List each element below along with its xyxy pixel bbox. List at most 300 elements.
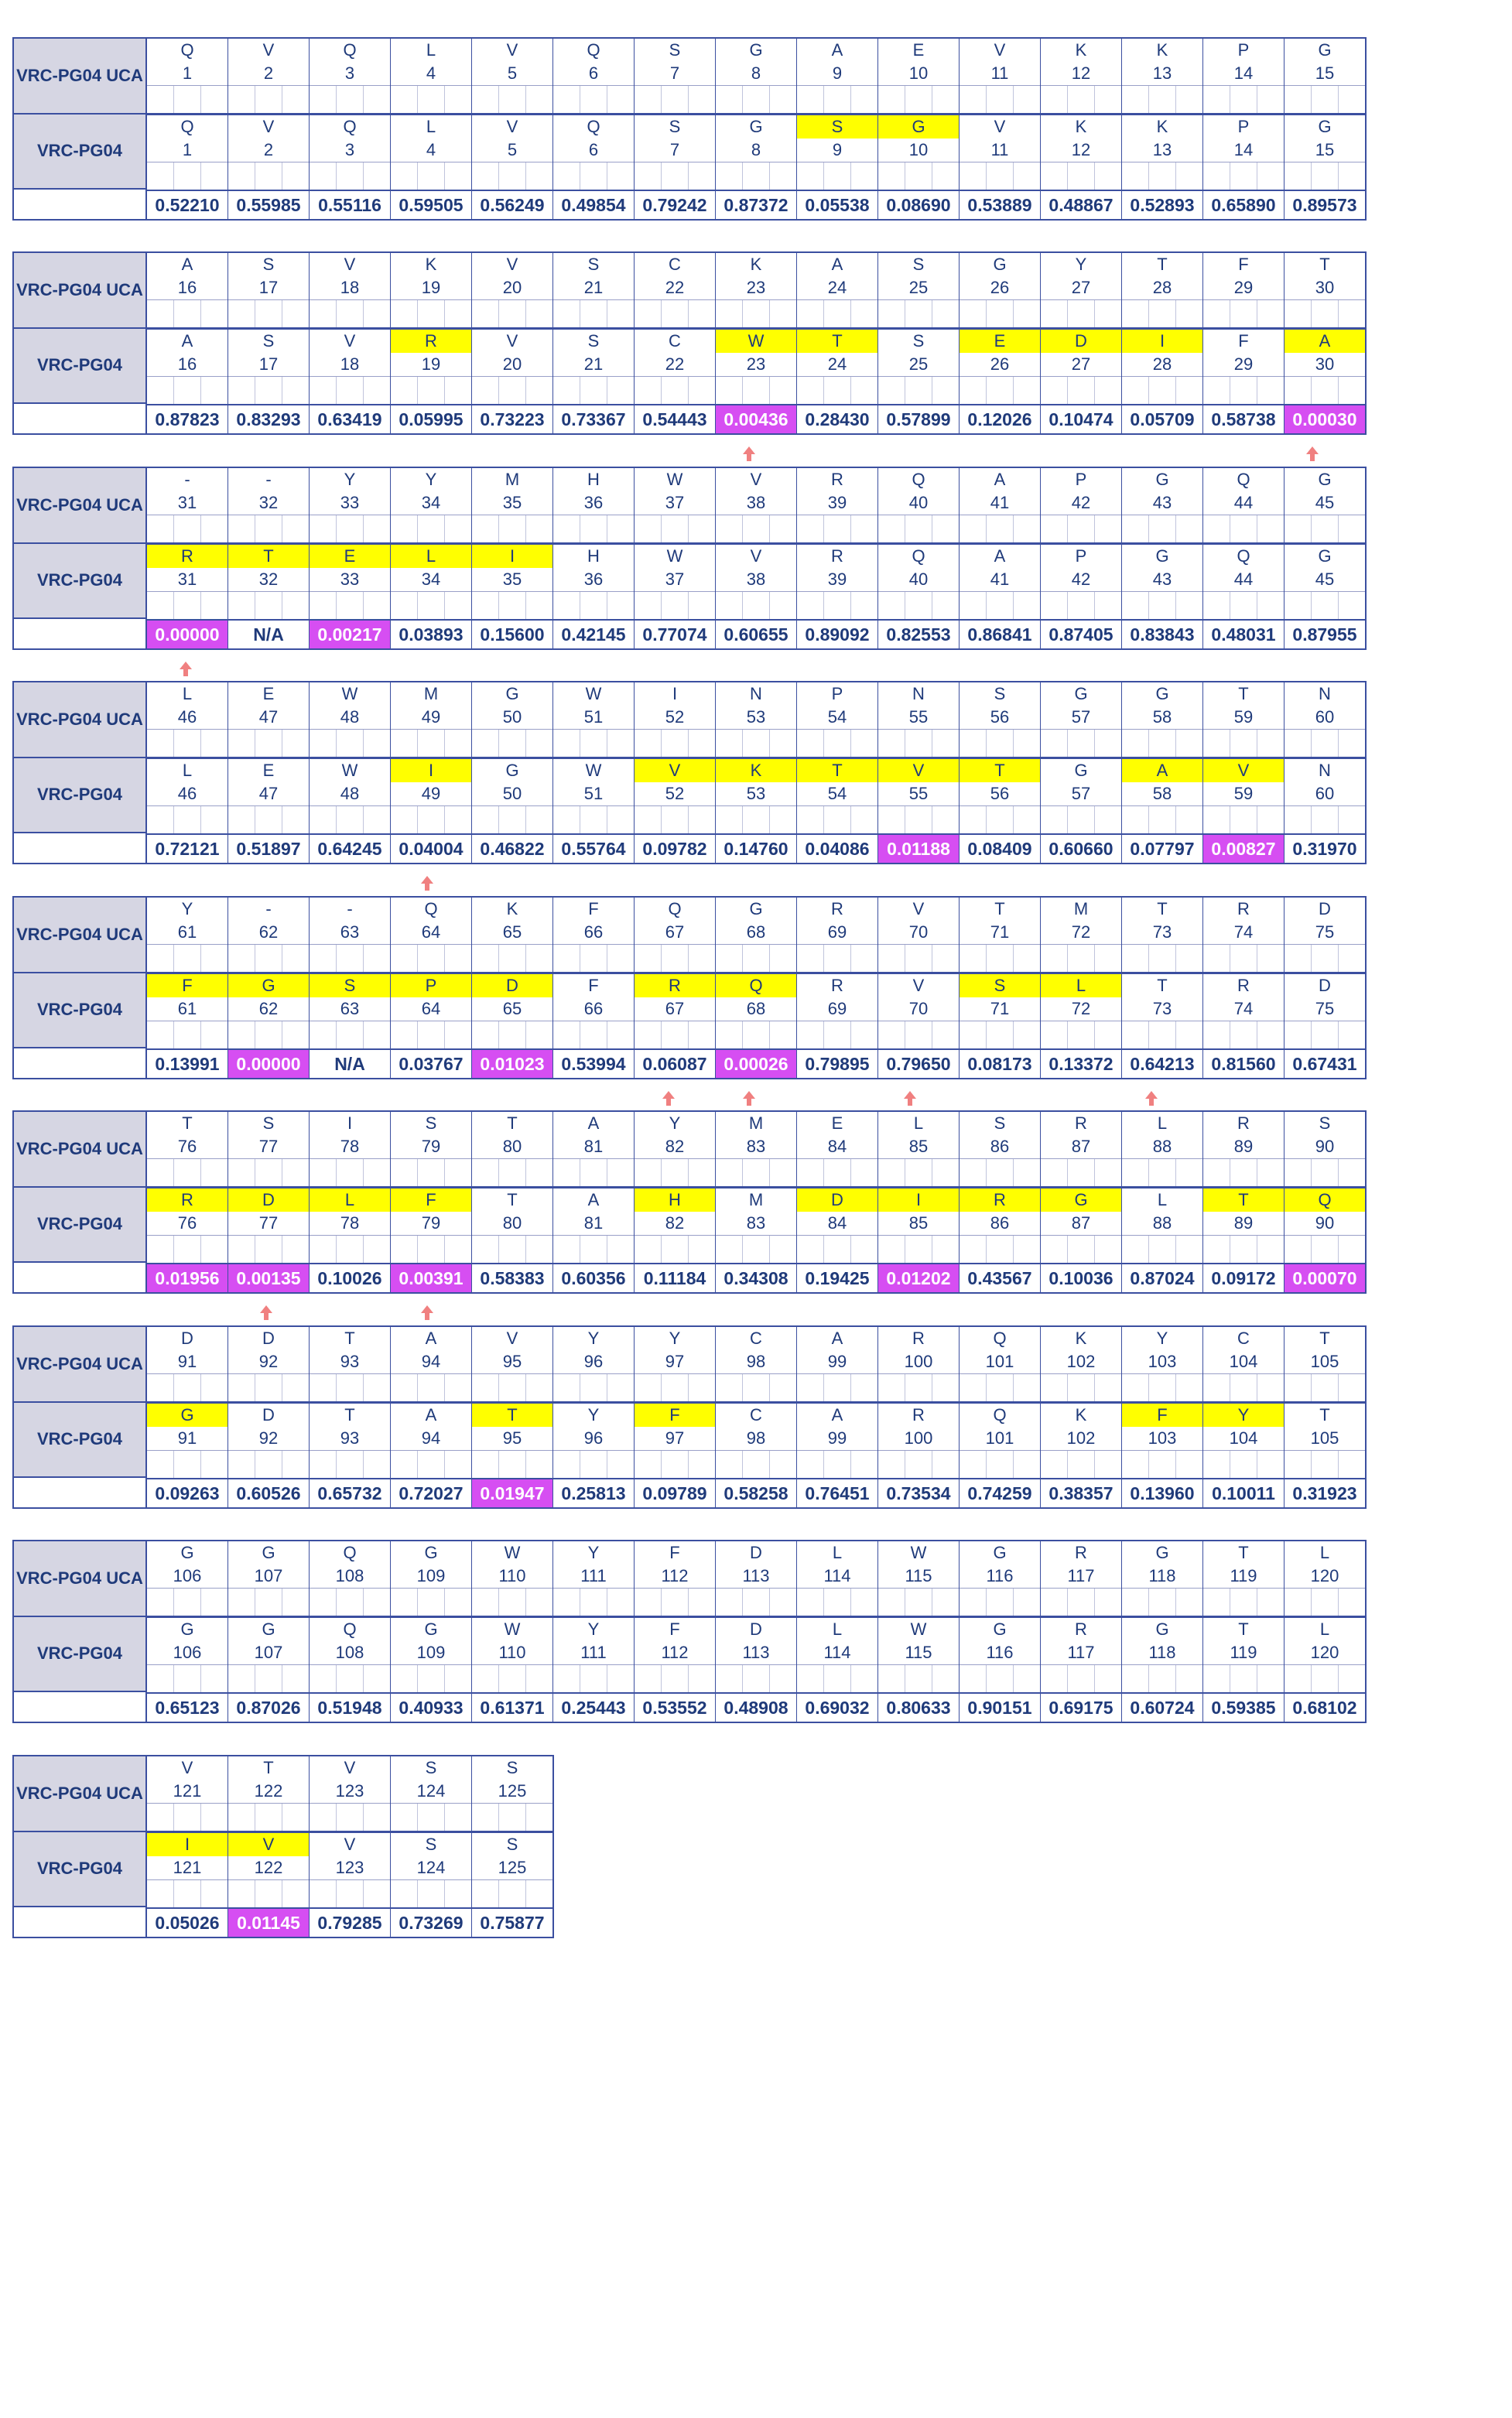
uca-position: 91 <box>177 1352 197 1371</box>
uca-position: 86 <box>990 1137 1010 1156</box>
position-column <box>716 253 797 433</box>
codon-cells <box>716 85 796 114</box>
uca-position: 76 <box>177 1137 197 1156</box>
nucleotide-cell <box>1176 592 1202 619</box>
position-column <box>1122 1327 1203 1507</box>
nucleotide-cell <box>878 86 905 113</box>
codon-cells <box>716 944 796 973</box>
nucleotide-cell <box>364 1804 390 1831</box>
nucleotide-cell <box>607 1236 634 1263</box>
nucleotide-cell <box>1257 1021 1284 1048</box>
nucleotide-cell <box>391 377 418 404</box>
nucleotide-cell <box>1014 1159 1040 1186</box>
nucleotide-cell <box>310 86 337 113</box>
position-column <box>635 1541 716 1722</box>
selection-score: 0.90151 <box>960 1692 1040 1722</box>
mature-residue: K <box>1156 117 1168 136</box>
nucleotide-cell <box>716 162 743 190</box>
nucleotide-cell <box>689 1665 715 1692</box>
uca-position: 74 <box>1233 922 1254 942</box>
nucleotide-cell <box>1176 162 1202 190</box>
nucleotide-cell <box>174 377 201 404</box>
nucleotide-cell <box>716 1159 743 1186</box>
nucleotide-cell <box>337 1374 364 1401</box>
nucleotide-cell <box>797 1236 824 1263</box>
nucleotide-cell <box>824 1665 851 1692</box>
nucleotide-cell <box>282 515 309 542</box>
uca-residue: G <box>424 1543 438 1562</box>
mature-residue: Q <box>1285 1188 1365 1212</box>
codon-cells <box>797 376 877 404</box>
uca-residue: Y <box>425 470 437 489</box>
codon-cells <box>1122 85 1202 114</box>
uca-residue: Y <box>181 899 193 918</box>
nucleotide-cell <box>797 592 824 619</box>
nucleotide-cell <box>310 515 337 542</box>
nucleotide-cell <box>1041 162 1068 190</box>
mature-residue: G <box>180 1619 194 1639</box>
codon-cells <box>1041 1021 1121 1048</box>
mature-position: 107 <box>254 1643 283 1662</box>
nucleotide-cell <box>770 162 796 190</box>
codon-cells <box>797 591 877 619</box>
uca-residue: S <box>994 1113 1006 1133</box>
nucleotide-cell <box>1176 1159 1202 1186</box>
selection-score: 0.03767 <box>391 1048 471 1078</box>
nucleotide-cell <box>1068 1665 1095 1692</box>
nucleotide-cell <box>960 1159 987 1186</box>
mature-position: 30 <box>1315 354 1335 374</box>
position-column <box>1203 253 1285 433</box>
uca-position: 49 <box>421 707 441 727</box>
selection-score: 0.58738 <box>1203 404 1284 433</box>
nucleotide-cell <box>553 1665 580 1692</box>
mature-residue: A <box>181 331 193 351</box>
nucleotide-cell <box>1339 162 1365 190</box>
nucleotide-cell <box>1176 1021 1202 1048</box>
nucleotide-cell <box>1014 1589 1040 1616</box>
mature-residue: S <box>669 117 681 136</box>
nucleotide-cell <box>1014 162 1040 190</box>
nucleotide-cell <box>255 515 282 542</box>
codon-cells <box>1122 729 1202 758</box>
nucleotide-cell <box>499 945 526 972</box>
uca-position: 89 <box>1233 1137 1254 1156</box>
codon-cells <box>635 944 715 973</box>
mature-residue: R <box>391 330 471 353</box>
nucleotide-cell <box>1176 1374 1202 1401</box>
nucleotide-cell <box>445 1589 471 1616</box>
position-column <box>147 1756 228 1937</box>
position-column <box>310 1327 391 1507</box>
nucleotide-cell <box>1176 1236 1202 1263</box>
nucleotide-cell <box>824 1589 851 1616</box>
nucleotide-cell <box>580 1589 607 1616</box>
codon-cells <box>960 1588 1040 1616</box>
codon-cells <box>391 299 471 328</box>
nucleotide-cell <box>391 300 418 327</box>
uca-position: 117 <box>1067 1566 1095 1585</box>
nucleotide-cell <box>499 1374 526 1401</box>
nucleotide-cell <box>689 1589 715 1616</box>
nucleotide-cell <box>1285 1665 1312 1692</box>
position-column <box>797 898 878 1078</box>
mature-residue: W <box>910 1619 927 1639</box>
position-column <box>878 1327 960 1507</box>
mature-position: 82 <box>665 1213 685 1233</box>
nucleotide-cell <box>364 806 390 833</box>
position-column <box>1285 468 1365 648</box>
mature-residue: G <box>1074 761 1088 780</box>
position-column <box>553 682 635 863</box>
nucleotide-cell <box>824 1236 851 1263</box>
nucleotide-cell <box>1285 592 1312 619</box>
codon-cells <box>391 1450 471 1478</box>
selection-score: 0.13372 <box>1041 1048 1121 1078</box>
nucleotide-cell <box>364 945 390 972</box>
uca-residue: T <box>1238 1543 1249 1562</box>
nucleotide-cell <box>1285 1374 1312 1401</box>
position-column <box>635 39 716 219</box>
nucleotide-cell <box>1041 1159 1068 1186</box>
uca-label: VRC-PG04 UCA <box>14 39 145 115</box>
nucleotide-cell <box>1014 730 1040 757</box>
uca-position: 77 <box>258 1137 279 1156</box>
position-column <box>797 1327 878 1507</box>
nucleotide-cell <box>337 1804 364 1831</box>
nucleotide-cell <box>1176 86 1202 113</box>
nucleotide-cell <box>553 377 580 404</box>
mature-position: 80 <box>502 1213 522 1233</box>
nucleotide-cell <box>932 377 959 404</box>
mature-position: 26 <box>990 354 1010 374</box>
position-column <box>310 468 391 648</box>
codon-cells <box>1122 1235 1202 1263</box>
nucleotide-cell <box>987 592 1014 619</box>
nucleotide-cell <box>364 1880 390 1907</box>
nucleotide-cell <box>662 1665 689 1692</box>
nucleotide-cell <box>147 86 174 113</box>
mature-position: 69 <box>827 999 847 1018</box>
nucleotide-cell <box>472 86 499 113</box>
nucleotide-cell <box>445 162 471 190</box>
nucleotide-cell <box>1095 945 1121 972</box>
uca-residue: S <box>587 255 600 274</box>
nucleotide-cell <box>851 730 877 757</box>
codon-cells <box>553 162 634 190</box>
uca-position: 25 <box>908 278 929 297</box>
codon-cells <box>878 944 959 973</box>
nucleotide-cell <box>770 945 796 972</box>
nucleotide-cell <box>960 377 987 404</box>
nucleotide-cell <box>526 1159 552 1186</box>
nucleotide-cell <box>1203 1451 1230 1478</box>
nucleotide-cell <box>201 1451 227 1478</box>
nucleotide-cell <box>147 1880 174 1907</box>
uca-position: 85 <box>908 1137 929 1156</box>
uca-residue: V <box>181 1758 193 1777</box>
mature-residue: E <box>310 545 390 568</box>
nucleotide-cell <box>1122 1236 1149 1263</box>
nucleotide-cell <box>255 1159 282 1186</box>
nucleotide-cell <box>391 1665 418 1692</box>
nucleotide-cell <box>1339 1665 1365 1692</box>
codon-cells <box>716 591 796 619</box>
uca-residue: G <box>1155 1543 1169 1562</box>
uca-position: 47 <box>258 707 279 727</box>
mature-residue: S <box>506 1835 518 1854</box>
uca-position: 34 <box>421 493 441 512</box>
mature-residue: V <box>344 1835 356 1854</box>
alignment-block <box>12 896 1367 1079</box>
nucleotide-cell <box>1041 515 1068 542</box>
nucleotide-cell <box>445 1451 471 1478</box>
codon-cells <box>553 805 634 833</box>
nucleotide-cell <box>282 1021 309 1048</box>
nucleotide-cell <box>905 1021 932 1048</box>
mature-position: 9 <box>832 140 843 159</box>
uca-position: 97 <box>665 1352 685 1371</box>
selection-score: N/A <box>310 1048 390 1078</box>
mature-position: 24 <box>827 354 847 374</box>
nucleotide-cell <box>580 945 607 972</box>
nucleotide-cell <box>607 162 634 190</box>
uca-position: 51 <box>583 707 604 727</box>
nucleotide-cell <box>1285 86 1312 113</box>
nucleotide-cell <box>1285 515 1312 542</box>
mature-residue: V <box>635 759 715 782</box>
mature-residue: Y <box>1203 1404 1284 1427</box>
mature-residue: S <box>797 115 877 139</box>
codon-cells <box>635 591 715 619</box>
sequence-labels <box>14 253 147 433</box>
uca-residue: C <box>669 255 681 274</box>
mature-residue: V <box>750 546 762 566</box>
uca-position: 64 <box>421 922 441 942</box>
nucleotide-cell <box>472 300 499 327</box>
mature-residue: A <box>831 1405 843 1424</box>
selection-score: 0.10026 <box>310 1263 390 1292</box>
nucleotide-cell <box>1014 300 1040 327</box>
nucleotide-cell <box>770 1589 796 1616</box>
codon-cells <box>472 1450 552 1478</box>
uca-position: 99 <box>827 1352 847 1371</box>
uca-residue: Q <box>424 899 438 918</box>
nucleotide-cell <box>689 86 715 113</box>
codon-cells <box>228 1803 309 1831</box>
nucleotide-cell <box>1230 806 1257 833</box>
nucleotide-cell <box>174 1159 201 1186</box>
nucleotide-cell <box>689 377 715 404</box>
uca-position: 9 <box>832 63 843 83</box>
mature-position: 32 <box>258 569 279 589</box>
codon-cells <box>310 591 390 619</box>
mature-residue: L <box>426 117 436 136</box>
nucleotide-cell <box>1230 1451 1257 1478</box>
codon-cells <box>635 1235 715 1263</box>
uca-residue: Y <box>1156 1329 1168 1348</box>
nucleotide-cell <box>960 162 987 190</box>
codon-cells <box>1203 515 1284 543</box>
uca-position: 24 <box>827 278 847 297</box>
mature-position: 118 <box>1148 1643 1176 1662</box>
nucleotide-cell <box>770 300 796 327</box>
mature-position: 81 <box>583 1213 604 1233</box>
selection-score: 0.15600 <box>472 619 552 648</box>
nucleotide-cell <box>960 1021 987 1048</box>
mature-position: 66 <box>583 999 604 1018</box>
selection-score: 0.81560 <box>1203 1048 1284 1078</box>
uca-position: 90 <box>1315 1137 1335 1156</box>
codon-cells <box>147 85 227 114</box>
nucleotide-cell <box>1339 1589 1365 1616</box>
uca-position: 113 <box>742 1566 770 1585</box>
nucleotide-cell <box>824 86 851 113</box>
mature-residue: Q <box>343 117 357 136</box>
uca-position: 40 <box>908 493 929 512</box>
uca-position: 52 <box>665 707 685 727</box>
uca-residue: D <box>181 1329 193 1348</box>
nucleotide-cell <box>1122 730 1149 757</box>
nucleotide-cell <box>445 806 471 833</box>
nucleotide-cell <box>1014 515 1040 542</box>
selection-score: 0.12026 <box>960 404 1040 433</box>
codon-cells <box>1285 299 1365 328</box>
codon-cells <box>1203 162 1284 190</box>
nucleotide-cell <box>418 1236 445 1263</box>
codon-cells <box>1041 299 1121 328</box>
codon-cells <box>553 515 634 543</box>
uca-residue: Q <box>912 470 925 489</box>
codon-cells <box>716 515 796 543</box>
nucleotide-cell <box>607 730 634 757</box>
nucleotide-cell <box>580 300 607 327</box>
uca-residue: W <box>666 470 683 489</box>
codon-cells <box>1285 591 1365 619</box>
mature-position: 110 <box>498 1643 526 1662</box>
selection-score: 0.87405 <box>1041 619 1121 648</box>
sequence-labels <box>14 1327 147 1507</box>
nucleotide-cell <box>391 730 418 757</box>
codon-cells <box>147 376 227 404</box>
nucleotide-cell <box>770 1374 796 1401</box>
codon-cells <box>553 1373 634 1402</box>
mature-residue: D <box>1319 976 1331 995</box>
codon-cells <box>391 1373 471 1402</box>
nucleotide-cell <box>1149 162 1176 190</box>
alignment-block <box>12 37 1367 221</box>
nucleotide-cell <box>580 730 607 757</box>
uca-position: 62 <box>258 922 279 942</box>
nucleotide-cell <box>580 162 607 190</box>
nucleotide-cell <box>1122 1451 1149 1478</box>
codon-cells <box>1203 1664 1284 1692</box>
nucleotide-cell <box>526 730 552 757</box>
nucleotide-cell <box>635 300 662 327</box>
selection-score: 0.60660 <box>1041 833 1121 863</box>
nucleotide-cell <box>689 1236 715 1263</box>
nucleotide-cell <box>635 86 662 113</box>
nucleotide-cell <box>1176 377 1202 404</box>
nucleotide-cell <box>526 1804 552 1831</box>
selection-score: 0.59385 <box>1203 1692 1284 1722</box>
mature-position: 44 <box>1233 569 1254 589</box>
nucleotide-cell <box>878 730 905 757</box>
mature-residue: H <box>587 546 600 566</box>
codon-cells <box>960 944 1040 973</box>
nucleotide-cell <box>472 730 499 757</box>
nucleotide-cell <box>1285 1236 1312 1263</box>
mature-position: 48 <box>340 784 360 803</box>
codon-cells <box>391 591 471 619</box>
nucleotide-cell <box>716 592 743 619</box>
codon-cells <box>1203 1235 1284 1263</box>
mature-position: 47 <box>258 784 279 803</box>
selection-score: 0.01956 <box>147 1263 227 1292</box>
nucleotide-cell <box>174 730 201 757</box>
nucleotide-cell <box>878 1021 905 1048</box>
uca-residue: V <box>262 40 275 60</box>
codon-cells <box>1122 1588 1202 1616</box>
nucleotide-cell <box>1014 1236 1040 1263</box>
codon-cells <box>797 1664 877 1692</box>
mature-position: 87 <box>1071 1213 1091 1233</box>
mature-residue: G <box>505 761 519 780</box>
position-column <box>553 39 635 219</box>
codon-cells <box>553 1021 634 1048</box>
nucleotide-cell <box>364 730 390 757</box>
selection-score: 0.00000 <box>228 1048 309 1078</box>
nucleotide-cell <box>1230 1236 1257 1263</box>
nucleotide-cell <box>255 377 282 404</box>
nucleotide-cell <box>662 86 689 113</box>
codon-cells <box>1285 1664 1365 1692</box>
nucleotide-cell <box>689 592 715 619</box>
codon-cells <box>1203 376 1284 404</box>
mature-position: 116 <box>986 1643 1014 1662</box>
nucleotide-cell <box>878 945 905 972</box>
nucleotide-cell <box>797 1374 824 1401</box>
mature-position: 46 <box>177 784 197 803</box>
nucleotide-cell <box>418 1451 445 1478</box>
uca-position: 13 <box>1152 63 1172 83</box>
codon-cells <box>391 1803 471 1831</box>
mature-residue: N <box>1319 761 1331 780</box>
position-column <box>310 1541 391 1722</box>
codon-cells <box>797 1450 877 1478</box>
nucleotide-cell <box>1068 1374 1095 1401</box>
mature-position: 3 <box>344 140 355 159</box>
nucleotide-cell <box>1230 1374 1257 1401</box>
nucleotide-cell <box>580 515 607 542</box>
selection-score: 0.86841 <box>960 619 1040 648</box>
uca-residue: T <box>994 899 1005 918</box>
mature-position: 51 <box>583 784 604 803</box>
nucleotide-cell <box>635 377 662 404</box>
nucleotide-cell <box>526 1451 552 1478</box>
nucleotide-cell <box>1149 730 1176 757</box>
position-column <box>228 39 310 219</box>
nucleotide-cell <box>1176 1665 1202 1692</box>
codon-cells <box>960 376 1040 404</box>
codon-cells <box>797 1235 877 1263</box>
nucleotide-cell <box>689 1021 715 1048</box>
position-column <box>1285 1541 1365 1722</box>
position-column <box>635 468 716 648</box>
codon-cells <box>147 1158 227 1187</box>
codon-cells <box>797 1373 877 1402</box>
nucleotide-cell <box>689 1451 715 1478</box>
